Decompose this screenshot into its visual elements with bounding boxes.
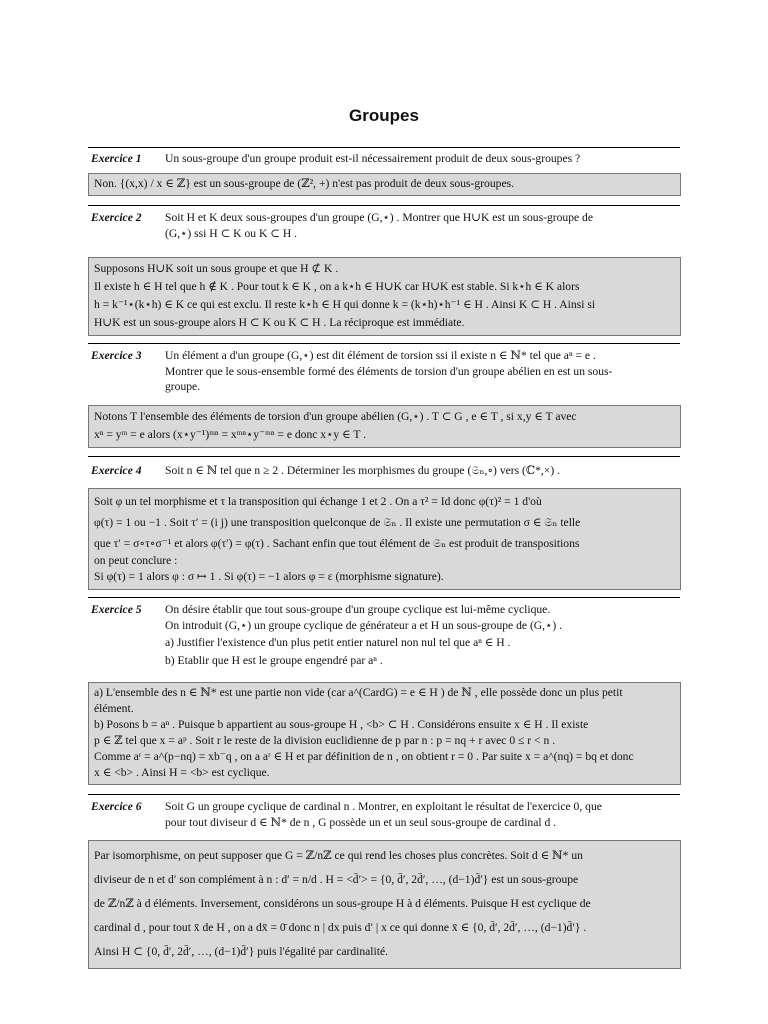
solution-line: Par isomorphisme, on peut supposer que G = ℤ/nℤ ce qui rend les choses plus concrètes. Soit d ∈ ℕ* un xyxy=(94,849,583,862)
exercise-text: Un sous-groupe d'un groupe produit est-il nécessairement produit de deux sous-groupes ? xyxy=(165,152,581,165)
solution-line: élément. xyxy=(94,702,134,715)
exercise-text: Soit H et K deux sous-groupes d'un groupe (G,⋆) . Montrer que H∪K est un sous-groupe de xyxy=(165,211,593,224)
solution-line: on peut conclure : xyxy=(94,554,178,567)
exercise-text: Soit n ∈ ℕ tel que n ≥ 2 . Déterminer les morphismes du groupe (𝔖ₙ,∘) vers (ℂ*,×) . xyxy=(165,464,561,477)
solution-1 xyxy=(88,173,681,196)
solution-line: Non. {(x,x) / x ∈ ℤ} est un sous-groupe de (ℤ², +) n'est pas produit de deux sous-groupes. xyxy=(94,177,515,190)
solution-line: Comme aʳ = a^(p−nq) = xb⁻q , on a aʳ ∈ H et par définition de n , on obtient r = 0 . Par suite x = a^(nq) = bq et donc xyxy=(94,750,634,763)
solution-line: diviseur de n et d′ son complément à n : d′ = n/d . H = <d̄′> = {0, d̄′, 2d̄′, …, (d−1)d̄′} est un sous-groupe xyxy=(94,873,579,886)
exercise-text: a) Justifier l'existence d'un plus petit entier naturel non nul tel que aⁿ ∈ H . xyxy=(165,636,511,649)
exercise-label: Exercice 5 xyxy=(91,603,142,616)
separator xyxy=(88,205,680,206)
exercise-text: Montrer que le sous-ensemble formé des éléments de torsion d'un groupe abélien en est un sous- xyxy=(165,364,613,378)
solution-5 xyxy=(88,682,681,785)
solution-line: Supposons H∪K soit un sous groupe et que H ⊄ K . xyxy=(94,262,339,275)
separator xyxy=(88,456,680,457)
exercise-text: (G,⋆) ssi H ⊂ K ou K ⊂ H . xyxy=(165,226,297,240)
solution-line: b) Posons b = aⁿ . Puisque b appartient au sous-groupe H , <b> ⊂ H . Considérons ensuite x ∈ H . Il existe xyxy=(94,718,589,731)
page-title: Groupes xyxy=(349,106,419,125)
solution-line: cardinal d , pour tout x̄ de H , on a dx̄ = 0̄ donc n | dx puis d′ | x ce qui donne x̄ ∈ {0, d̄′, 2d̄′, …, (d−1)d̄′} . xyxy=(94,921,587,934)
exercise-text: On introduit (G,⋆) un groupe cyclique de générateur a et H un sous-groupe de (G,⋆) . xyxy=(165,618,562,632)
exercise-text: b) Etablir que H est le groupe engendré par aⁿ . xyxy=(165,653,383,667)
exercise-label: Exercice 2 xyxy=(91,211,142,224)
exercise-label: Exercice 4 xyxy=(91,464,142,477)
solution-line: h = k⁻¹⋆(k⋆h) ∈ K ce qui est exclu. Il reste k⋆h ∈ H qui donne k = (k⋆h)⋆h⁻¹ ∈ H . Ainsi K ⊂ H . Ainsi si xyxy=(94,298,596,311)
exercise-5 xyxy=(91,602,681,668)
solution-line: p ∈ ℤ tel que x = aᵖ . Soit r le reste de la division euclidienne de p par n : p = nq + r avec 0 ≤ r < n . xyxy=(94,734,556,747)
exercise-4 xyxy=(91,463,681,479)
solution-line: Soit φ un tel morphisme et τ la transposition qui échange 1 et 2 . On a τ² = Id donc φ(τ)² = 1 d'où xyxy=(94,495,542,508)
exercise-text: Un élément a d'un groupe (G,⋆) est dit élément de torsion ssi il existe n ∈ ℕ* tel que aⁿ = e . xyxy=(165,349,596,362)
exercise-2 xyxy=(91,210,681,241)
solution-line: Notons T l'ensemble des éléments de torsion d'un groupe abélien (G,⋆) . T ⊂ G , e ∈ T , si x,y ∈ T avec xyxy=(94,410,577,423)
exercise-text: groupe. xyxy=(165,380,201,393)
exercise-label: Exercice 1 xyxy=(91,152,142,165)
solution-line: a) L'ensemble des n ∈ ℕ* est une partie non vide (car a^(CardG) = e ∈ H ) de ℕ , elle possède donc un plus petit xyxy=(94,686,623,699)
solution-line: Si φ(τ) = 1 alors φ : σ ↦ 1 . Si φ(τ) = −1 alors φ = ε (morphisme signature). xyxy=(94,570,444,583)
solution-3 xyxy=(88,405,681,448)
exercise-text: pour tout diviseur d ∈ ℕ* de n , G possède un et un seul sous-groupe de cardinal d . xyxy=(165,815,557,829)
exercise-3 xyxy=(91,348,681,395)
exercise-label: Exercice 3 xyxy=(91,349,142,362)
solution-6 xyxy=(88,840,681,969)
solution-line: H∪K est un sous-groupe alors H ⊂ K ou K ⊂ H . La réciproque est immédiate. xyxy=(94,316,465,329)
separator xyxy=(88,343,680,344)
exercise-1 xyxy=(91,151,681,167)
separator xyxy=(88,597,680,598)
exercise-6 xyxy=(91,799,681,830)
solution-line: x ∈ <b> . Ainsi H = <b> est cyclique. xyxy=(94,766,270,779)
solution-line: xⁿ = yᵐ = e alors (x⋆y⁻¹)ᵐⁿ = xᵐⁿ⋆y⁻ᵐⁿ = e donc x⋆y ∈ T . xyxy=(94,428,366,441)
solution-line: de ℤ/nℤ à d éléments. Inversement, considérons un sous-groupe H à d éléments. Puisque H est cyclique de xyxy=(94,897,591,910)
solution-line: φ(τ) = 1 ou −1 . Soit τ′ = (i j) une transposition quelconque de 𝔖ₙ . Il existe une permutation σ ∈ 𝔖ₙ telle xyxy=(94,516,581,529)
solution-2 xyxy=(88,257,681,336)
solution-4 xyxy=(88,488,681,590)
exercise-label: Exercice 6 xyxy=(91,800,142,813)
solution-line: que τ′ = σ∘τ∘σ⁻¹ et alors φ(τ′) = φ(τ) . Sachant enfin que tout élément de 𝔖ₙ est produit de transpositions xyxy=(94,537,580,550)
exercise-text: Soit G un groupe cyclique de cardinal n . Montrer, en exploitant le résultat de l'exercice 0, que xyxy=(165,800,602,813)
exercise-text: On désire établir que tout sous-groupe d'un groupe cyclique est lui-même cyclique. xyxy=(165,603,551,616)
solution-line: Ainsi H ⊂ {0, d̄′, 2d̄′, …, (d−1)d̄′} puis l'égalité par cardinalité. xyxy=(94,945,389,958)
solution-line: Il existe h ∈ H tel que h ∉ K . Pour tout k ∈ K , on a k⋆h ∈ H∪K car H∪K est stable. Si k⋆h ∈ K alors xyxy=(94,280,580,293)
separator xyxy=(88,147,680,148)
separator xyxy=(88,794,680,795)
